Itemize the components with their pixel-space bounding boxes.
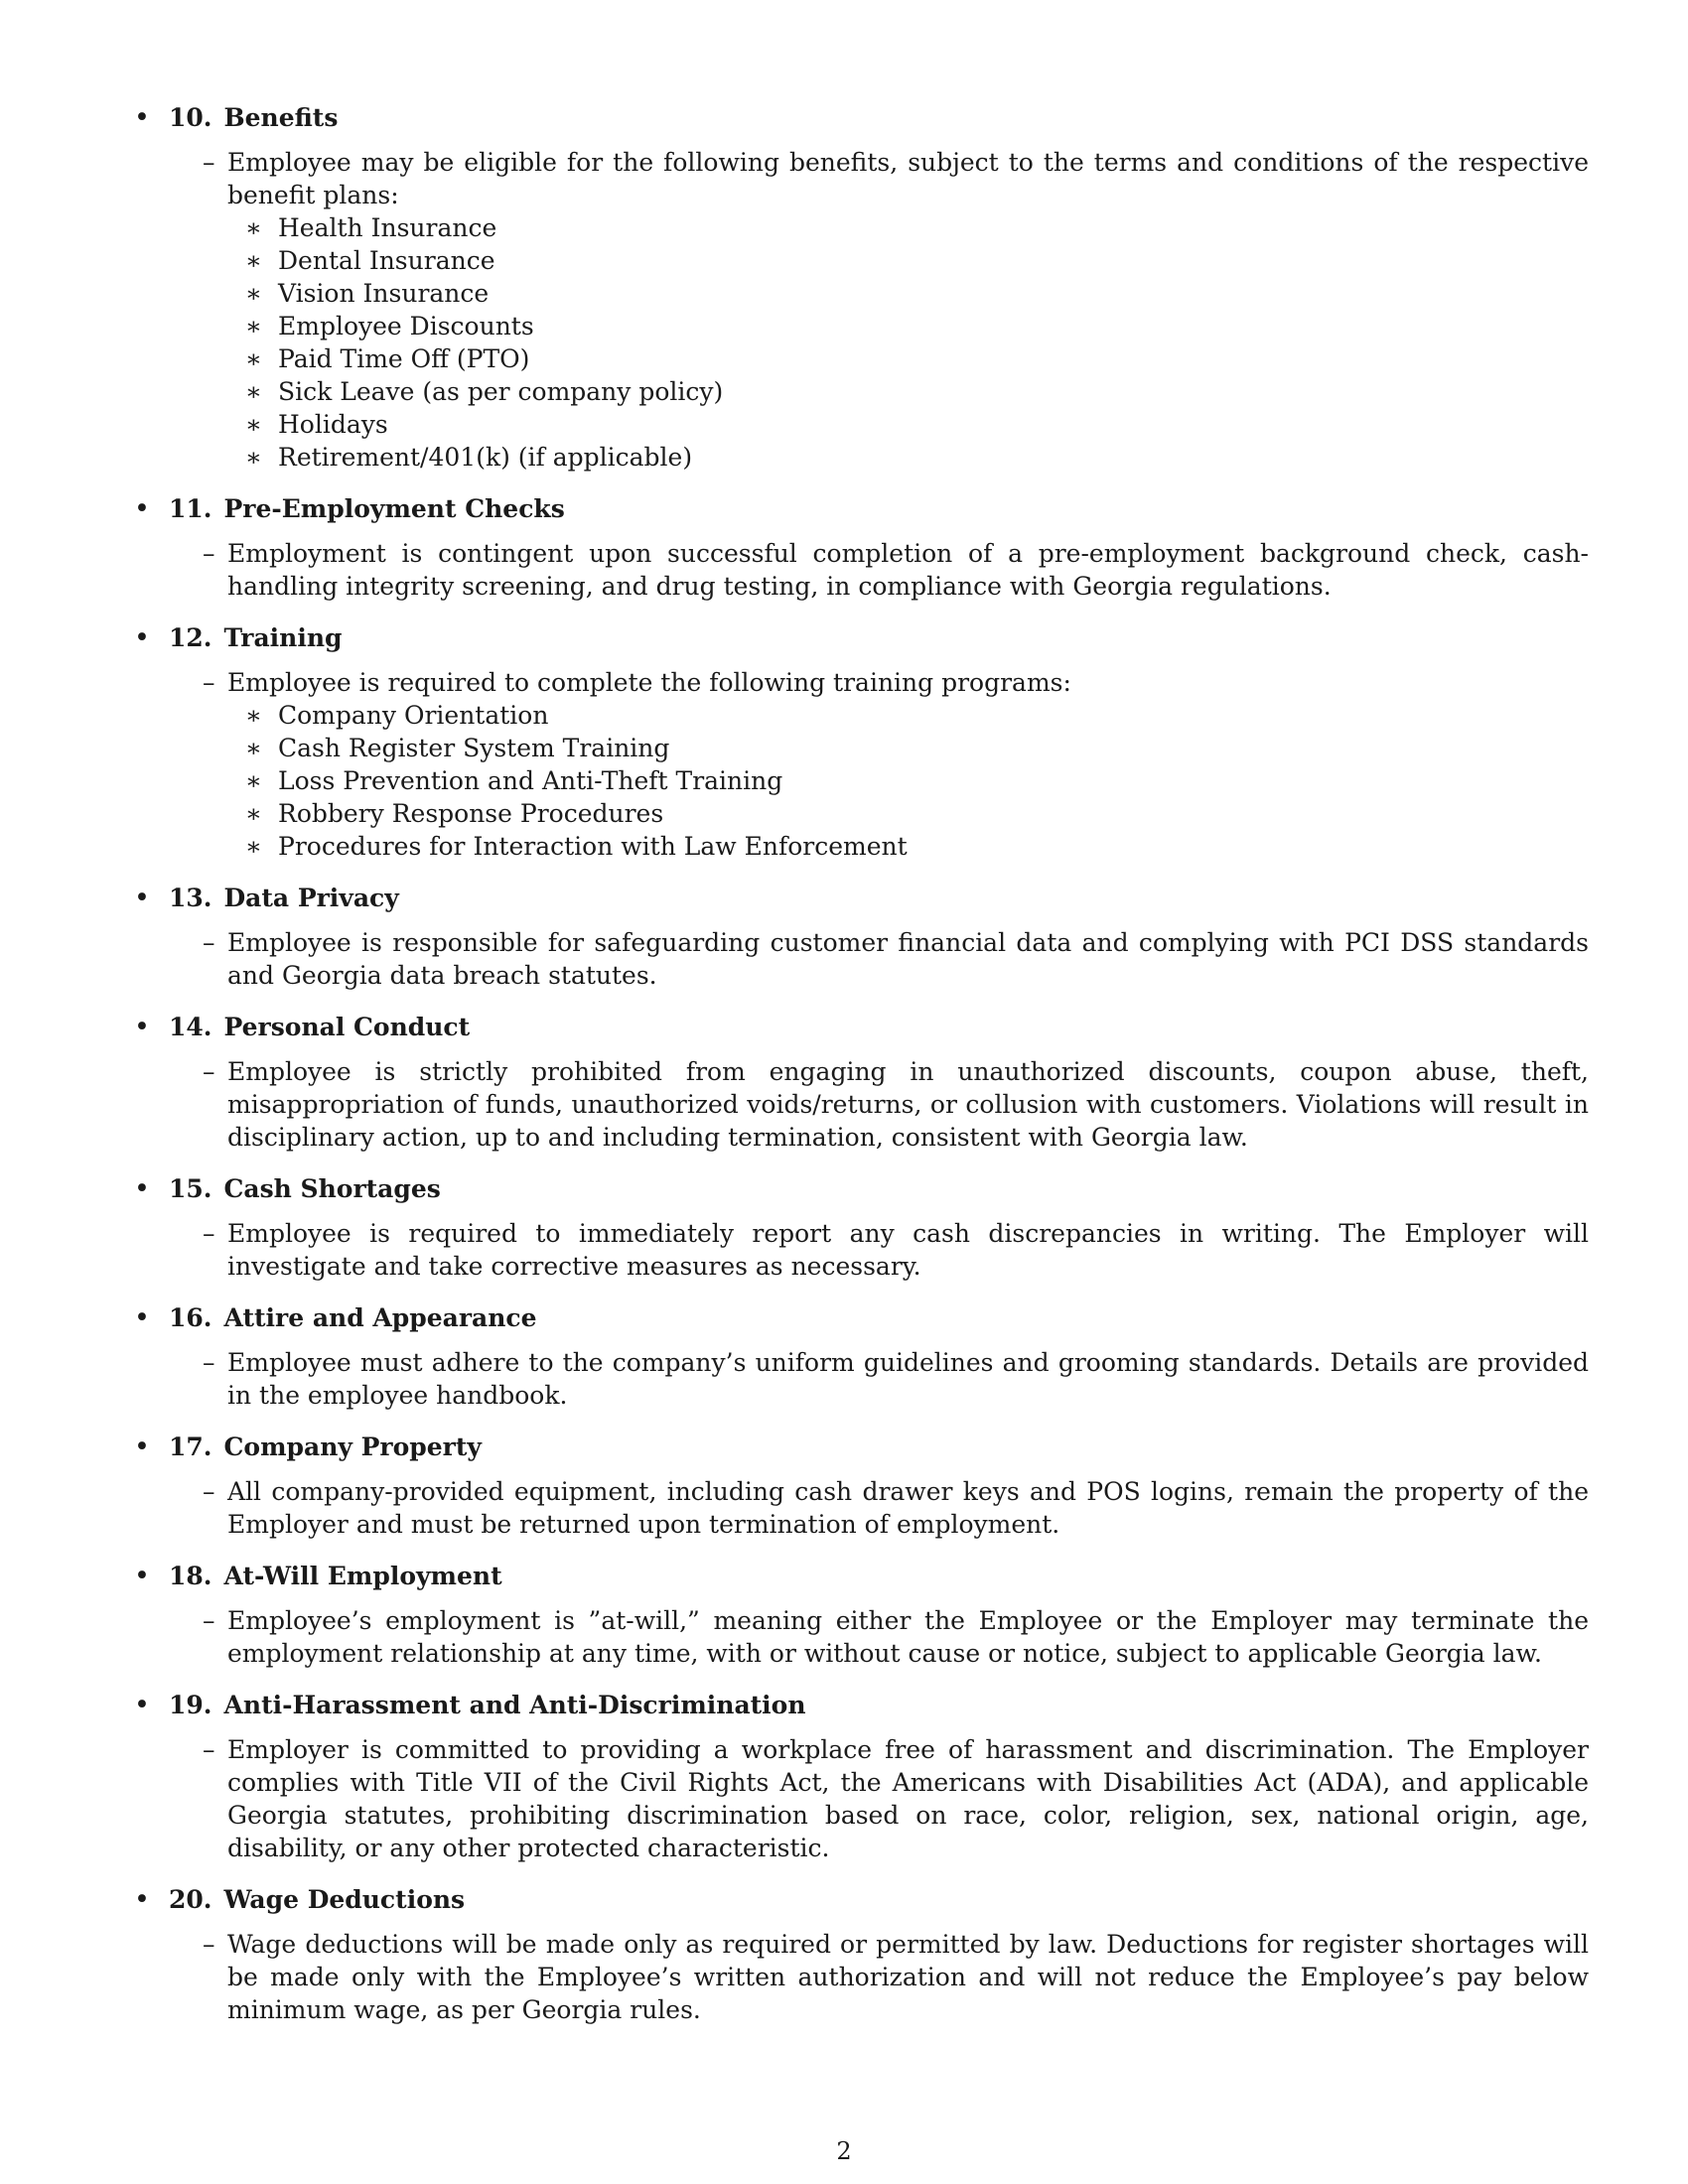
list-item-text: Paid Time Off (PTO)	[278, 344, 530, 373]
asterisk-marker: ∗	[245, 443, 262, 472]
section-title: Training	[223, 623, 343, 652]
dash-marker: –	[203, 1057, 215, 1086]
section-title: Data Privacy	[223, 884, 399, 912]
dash-marker: –	[203, 1930, 215, 1959]
dash-marker: –	[203, 1477, 215, 1506]
section-body	[169, 926, 1589, 992]
clause-text: Employee is required to immediately report any cash discrepancies in writing. The Employer will investigate and take corrective measures as necessary.	[227, 1219, 1589, 1281]
asterisk-marker: ∗	[245, 410, 262, 439]
asterisk-marker: ∗	[245, 279, 262, 308]
bullet-marker: •	[134, 493, 150, 524]
list-item	[227, 277, 1589, 310]
list-item	[227, 310, 1589, 342]
section-clause	[169, 537, 1589, 603]
clause-text: Employer is committed to providing a workplace free of harassment and discrimination. The Employer complies with Title VII of the Civil Rights Act, the Americans with Disabilities Act (ADA), and applicable Georgia statutes, prohibiting discrimination based on race, color, religion, sex, national origin, age, disability, or any other protected characteristic.	[227, 1735, 1589, 1862]
list-item-text: Health Insurance	[278, 213, 497, 242]
training-list	[227, 699, 1589, 863]
dash-marker: –	[203, 539, 215, 568]
asterisk-marker: ∗	[245, 799, 262, 828]
section-clause	[169, 1055, 1589, 1154]
section-anti-harassment	[134, 1689, 1589, 1864]
section-body	[169, 537, 1589, 603]
section-body	[169, 1346, 1589, 1412]
section-clause	[169, 666, 1589, 863]
section-heading	[169, 1011, 1589, 1043]
section-title: Pre-Employment Checks	[223, 494, 565, 523]
bullet-marker: •	[134, 1302, 150, 1333]
bullet-marker: •	[134, 1173, 150, 1204]
list-item	[227, 441, 1589, 474]
section-body	[169, 1928, 1589, 2026]
section-clause	[169, 1928, 1589, 2026]
section-title: Personal Conduct	[223, 1013, 471, 1041]
section-number: 12.	[169, 623, 212, 652]
bullet-marker: •	[134, 102, 150, 133]
list-item	[227, 244, 1589, 277]
section-title: Company Property	[223, 1433, 482, 1461]
section-pre-employment-checks	[134, 492, 1589, 603]
section-number: 11.	[169, 494, 212, 523]
section-number: 13.	[169, 884, 212, 912]
page-number: 2	[836, 2137, 852, 2165]
section-heading	[169, 1431, 1589, 1463]
list-item	[227, 797, 1589, 830]
benefit-list	[227, 211, 1589, 474]
section-data-privacy	[134, 882, 1589, 992]
list-item-text: Robbery Response Procedures	[278, 799, 664, 828]
section-heading	[169, 882, 1589, 914]
section-heading	[169, 101, 1589, 134]
list-item	[227, 830, 1589, 863]
section-wage-deductions	[134, 1883, 1589, 2026]
section-heading	[169, 1689, 1589, 1721]
asterisk-marker: ∗	[245, 734, 262, 762]
list-item-text: Holidays	[278, 410, 388, 439]
dash-marker: –	[203, 1348, 215, 1377]
clause-text: Employee is responsible for safeguarding customer financial data and complying with PCI DSS standards and Georgia data breach statutes.	[227, 928, 1589, 990]
list-item	[227, 342, 1589, 375]
section-number: 15.	[169, 1174, 212, 1203]
clause-text: Employee must adhere to the company’s uniform guidelines and grooming standards. Details are provided in the employee handbook.	[227, 1348, 1589, 1410]
clause-text: Employee is strictly prohibited from engaging in unauthorized discounts, coupon abuse, theft, misappropriation of funds, unauthorized voids/returns, or collusion with customers. Violations will result in disciplinary action, up to and including termination, consistent with Georgia law.	[227, 1057, 1589, 1152]
asterisk-marker: ∗	[245, 377, 262, 406]
list-item-text: Company Orientation	[278, 701, 549, 730]
clause-text: All company-provided equipment, including cash drawer keys and POS logins, remain the property of the Employer and must be returned upon termination of employment.	[227, 1477, 1589, 1539]
section-body	[169, 1055, 1589, 1154]
section-body	[169, 1217, 1589, 1283]
section-title: Anti-Harassment and Anti-Discrimination	[223, 1691, 806, 1719]
list-item	[227, 211, 1589, 244]
section-heading	[169, 1301, 1589, 1334]
dash-marker: –	[203, 1219, 215, 1248]
dash-marker: –	[203, 1735, 215, 1764]
list-item-text: Vision Insurance	[278, 279, 490, 308]
list-item-text: Employee Discounts	[278, 312, 534, 341]
clause-text: Wage deductions will be made only as required or permitted by law. Deductions for register shortages will be made only with the Employee’s written authorization and will not reduce the Employee’s pay below minimum wage, as per Georgia rules.	[227, 1930, 1589, 2024]
list-item-text: Procedures for Interaction with Law Enforcement	[278, 832, 908, 861]
dash-marker: –	[203, 148, 215, 177]
list-item	[227, 375, 1589, 408]
section-body	[169, 666, 1589, 863]
section-title: Wage Deductions	[223, 1885, 466, 1914]
section-number: 17.	[169, 1433, 212, 1461]
clause-text: Employee is required to complete the following training programs:	[227, 668, 1071, 697]
section-title: Benefits	[223, 103, 339, 132]
section-number: 20.	[169, 1885, 212, 1914]
asterisk-marker: ∗	[245, 312, 262, 341]
section-company-property	[134, 1431, 1589, 1541]
section-number: 16.	[169, 1303, 212, 1332]
asterisk-marker: ∗	[245, 832, 262, 861]
section-heading	[169, 1560, 1589, 1592]
section-cash-shortages	[134, 1172, 1589, 1283]
section-clause	[169, 146, 1589, 474]
bullet-marker: •	[134, 1884, 150, 1915]
section-number: 19.	[169, 1691, 212, 1719]
section-benefits	[134, 101, 1589, 474]
section-clause	[169, 1475, 1589, 1541]
section-clause	[169, 926, 1589, 992]
list-item-text: Dental Insurance	[278, 246, 495, 275]
bullet-marker: •	[134, 1012, 150, 1042]
asterisk-marker: ∗	[245, 701, 262, 730]
section-personal-conduct	[134, 1011, 1589, 1154]
section-title: Cash Shortages	[223, 1174, 441, 1203]
section-at-will-employment	[134, 1560, 1589, 1670]
list-item	[227, 408, 1589, 441]
section-body	[169, 1475, 1589, 1541]
list-item-text: Sick Leave (as per company policy)	[278, 377, 724, 406]
bullet-marker: •	[134, 1432, 150, 1462]
section-number: 14.	[169, 1013, 212, 1041]
dash-marker: –	[203, 928, 215, 957]
section-body	[169, 1733, 1589, 1864]
bullet-marker: •	[134, 1690, 150, 1720]
section-clause	[169, 1604, 1589, 1670]
asterisk-marker: ∗	[245, 344, 262, 373]
section-number: 18.	[169, 1562, 212, 1590]
section-title: Attire and Appearance	[223, 1303, 537, 1332]
section-body	[169, 146, 1589, 474]
bullet-marker: •	[134, 622, 150, 653]
list-item	[227, 764, 1589, 797]
dash-marker: –	[203, 1606, 215, 1635]
bullet-marker: •	[134, 883, 150, 913]
section-number: 10.	[169, 103, 212, 132]
section-clause	[169, 1217, 1589, 1283]
dash-marker: –	[203, 668, 215, 697]
asterisk-marker: ∗	[245, 246, 262, 275]
section-heading	[169, 492, 1589, 525]
clause-text: Employee’s employment is ”at-will,” meaning either the Employee or the Employer may terminate the employment relationship at any time, with or without cause or notice, subject to applicable Georgia law.	[227, 1606, 1589, 1668]
asterisk-marker: ∗	[245, 213, 262, 242]
clause-text: Employee may be eligible for the following benefits, subject to the terms and conditions of the respective benefit plans:	[227, 148, 1589, 209]
section-clause	[169, 1346, 1589, 1412]
section-heading	[169, 1883, 1589, 1916]
bullet-marker: •	[134, 1561, 150, 1591]
asterisk-marker: ∗	[245, 766, 262, 795]
section-heading	[169, 621, 1589, 654]
list-item	[227, 699, 1589, 732]
section-clause	[169, 1733, 1589, 1864]
section-list	[134, 101, 1589, 2045]
list-item-text: Retirement/401(k) (if applicable)	[278, 443, 693, 472]
section-title: At-Will Employment	[223, 1562, 502, 1590]
list-item-text: Cash Register System Training	[278, 734, 670, 762]
list-item-text: Loss Prevention and Anti-Theft Training	[278, 766, 783, 795]
section-attire-and-appearance	[134, 1301, 1589, 1412]
list-item	[227, 732, 1589, 764]
section-training	[134, 621, 1589, 863]
section-heading	[169, 1172, 1589, 1205]
section-body	[169, 1604, 1589, 1670]
clause-text: Employment is contingent upon successful completion of a pre-employment background check, cash-handling integrity screening, and drug testing, in compliance with Georgia regulations.	[227, 539, 1589, 601]
